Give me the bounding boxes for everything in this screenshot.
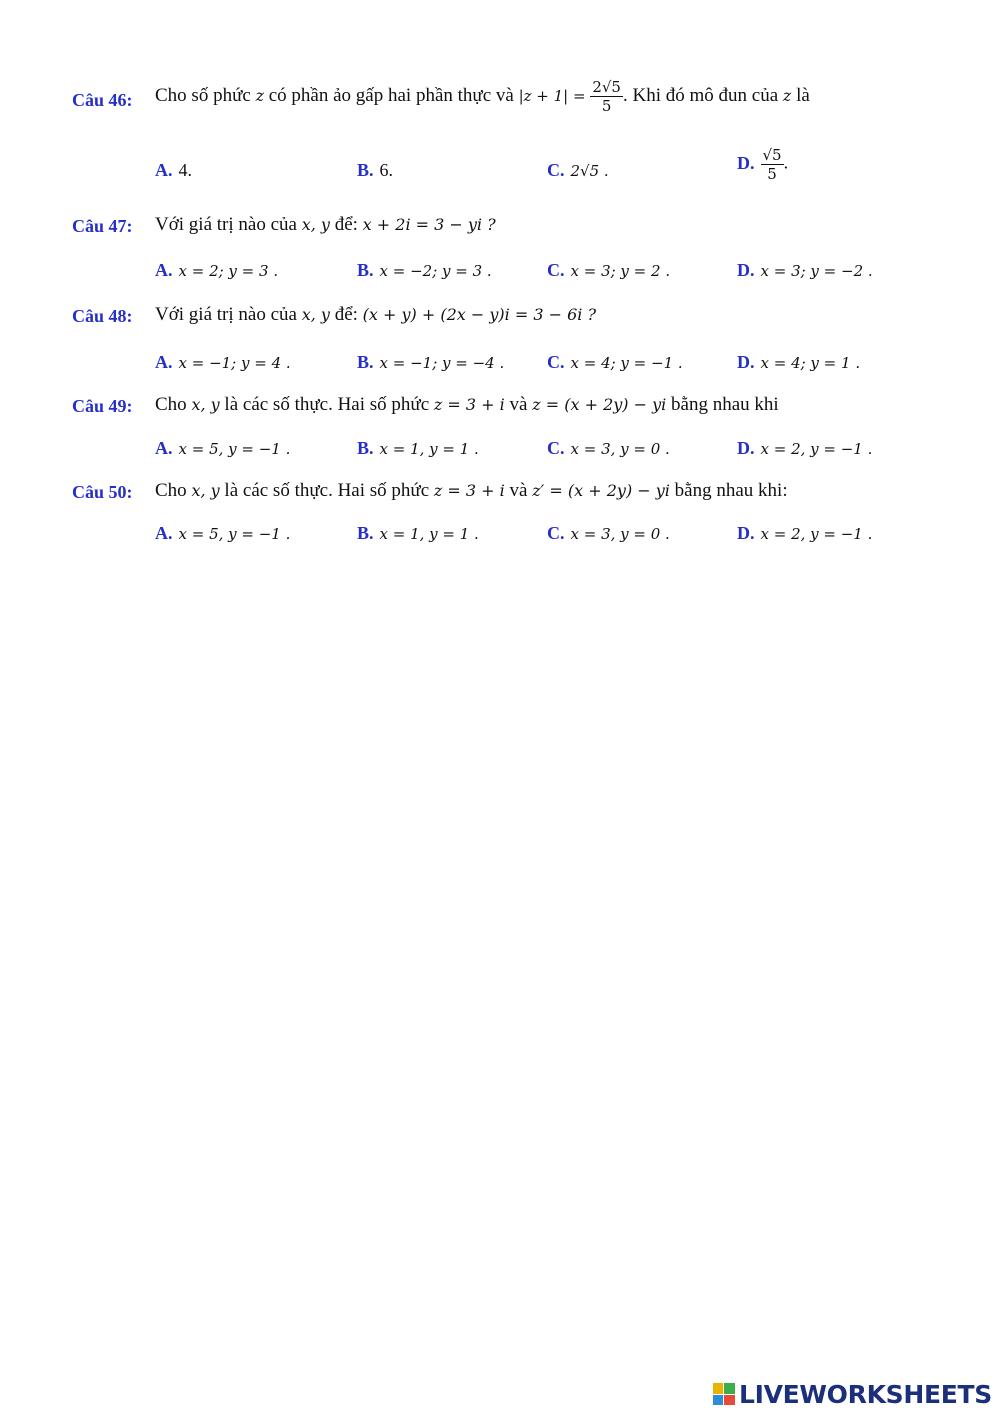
option-letter: A. (155, 352, 173, 372)
frac-den: 5 (767, 165, 777, 183)
option-letter: D. (737, 438, 755, 458)
q46-option-c[interactable] (547, 160, 609, 181)
option-letter: C. (547, 260, 565, 280)
option-letter: D. (737, 260, 755, 280)
option-value: x = 3, y = 0 . (570, 525, 670, 543)
q49-text-d: bằng nhau khi (671, 394, 779, 415)
q47-text-b: để: (334, 214, 358, 235)
option-tail: . (783, 152, 789, 173)
option-letter: D. (737, 352, 755, 372)
option-letter: B. (357, 438, 374, 458)
question-46-text (155, 78, 810, 115)
option-letter: A. (155, 260, 173, 280)
option-value: x = 1, y = 1 . (379, 440, 479, 458)
q50-text: Cho (155, 480, 187, 501)
q50-text-d: bằng nhau khi: (674, 480, 788, 501)
q46-text-d: là (796, 84, 810, 106)
q48-text: Với giá trị nào của (155, 304, 297, 325)
q48-option-d[interactable] (737, 352, 860, 373)
q50-vars: x, y (191, 481, 220, 500)
option-value: x = −2; y = 3 . (379, 262, 492, 280)
option-value: x = 3; y = 2 . (570, 262, 671, 280)
q49-text-b: là các số thực. Hai số phức (224, 394, 430, 415)
q48-option-b[interactable] (357, 352, 504, 373)
option-letter: A. (155, 523, 173, 543)
q47-option-b[interactable] (357, 260, 492, 281)
q48-expr: (x + y) + (2x − y)i = 3 − 6i ? (362, 305, 597, 324)
q48-option-c[interactable] (547, 352, 683, 373)
q47-expr: x + 2i = 3 − yi ? (362, 215, 496, 234)
q50-option-b[interactable] (357, 523, 479, 544)
option-value: x = 3; y = −2 . (760, 262, 873, 280)
q49-text-c: và (509, 394, 528, 415)
q46-frac-num: 2√5 (592, 78, 621, 96)
option-value: x = 4; y = 1 . (760, 354, 861, 372)
liveworksheets-logo (713, 1379, 992, 1409)
option-letter: C. (547, 438, 565, 458)
q47-option-a[interactable] (155, 260, 278, 281)
question-50-text (155, 480, 788, 502)
q49-option-c[interactable] (547, 438, 670, 459)
q49-text: Cho (155, 394, 187, 415)
q49-vars: x, y (191, 395, 220, 414)
option-letter: C. (547, 160, 565, 180)
option-value: x = 2, y = −1 . (760, 525, 873, 543)
q46-abs-expr: |z + 1| = (518, 86, 586, 105)
q50-option-c[interactable] (547, 523, 670, 544)
option-letter: C. (547, 352, 565, 372)
option-value: x = 2; y = 3 . (178, 262, 279, 280)
q47-option-c[interactable] (547, 260, 670, 281)
question-49-text (155, 394, 779, 416)
q46-text-a: Cho số phức (155, 84, 251, 106)
q50-text-b: là các số thực. Hai số phức (224, 480, 430, 501)
option-value: 6. (379, 160, 394, 180)
q46-option-d[interactable] (737, 146, 788, 183)
q49-option-b[interactable] (357, 438, 479, 459)
option-value: x = 2, y = −1 . (760, 440, 873, 458)
q50-expr1: z = 3 + i (433, 481, 505, 500)
q47-text: Với giá trị nào của (155, 214, 297, 235)
question-48-text (155, 304, 596, 326)
q46-option-d-fraction (761, 146, 784, 183)
question-48-label: Câu 48: (72, 306, 133, 326)
q46-var-z2: z (782, 85, 792, 105)
q48-vars: x, y (301, 305, 330, 324)
option-value: x = 5, y = −1 . (178, 440, 291, 458)
option-letter: B. (357, 352, 374, 372)
option-letter: B. (357, 160, 374, 180)
option-value: 4. (178, 160, 192, 180)
q48-option-a[interactable] (155, 352, 291, 373)
option-letter: C. (547, 523, 565, 543)
q47-vars: x, y (301, 215, 330, 234)
option-value: x = 1, y = 1 . (379, 525, 479, 543)
option-letter: A. (155, 160, 173, 180)
option-value: x = −1; y = −4 . (379, 354, 505, 372)
q48-text-b: để: (334, 304, 358, 325)
question-46-label: Câu 46: (72, 90, 133, 110)
frac-num: √5 (762, 146, 782, 164)
q50-option-a[interactable] (155, 523, 290, 544)
q50-expr2: z′ = (x + 2y) − yi (532, 481, 670, 500)
q50-option-d[interactable] (737, 523, 872, 544)
q47-option-d[interactable] (737, 260, 873, 281)
question-47-label: Câu 47: (72, 216, 133, 236)
option-value: x = −1; y = 4 . (178, 354, 291, 372)
option-letter: B. (357, 523, 374, 543)
option-letter: A. (155, 438, 173, 458)
option-value: 2√5 . (570, 162, 609, 180)
question-47-text (155, 214, 496, 236)
option-value: x = 3, y = 0 . (570, 440, 670, 458)
q50-text-c: và (509, 480, 528, 501)
q46-option-a[interactable] (155, 160, 192, 181)
q49-expr1: z = 3 + i (433, 395, 505, 414)
liveworksheets-logo-text: LIVEWORKSHEETS (738, 1379, 992, 1409)
q46-text-c: . Khi đó mô đun của (622, 84, 779, 106)
q46-option-b[interactable] (357, 160, 393, 181)
option-letter: D. (737, 523, 755, 543)
option-value: x = 5, y = −1 . (178, 525, 291, 543)
q46-fraction (590, 78, 623, 115)
q49-option-a[interactable] (155, 438, 290, 459)
question-50-label: Câu 50: (72, 482, 133, 502)
option-letter: B. (357, 260, 374, 280)
option-letter: D. (737, 152, 755, 173)
q46-frac-den: 5 (601, 97, 612, 115)
option-value: x = 4; y = −1 . (570, 354, 683, 372)
q49-expr2: z = (x + 2y) − yi (532, 395, 667, 414)
q49-option-d[interactable] (737, 438, 872, 459)
question-49-label: Câu 49: (72, 396, 133, 416)
liveworksheets-logo-icon (713, 1383, 735, 1405)
q46-text-b: có phần ảo gấp hai phần thực và (268, 84, 514, 106)
q46-var-z: z (255, 85, 264, 105)
